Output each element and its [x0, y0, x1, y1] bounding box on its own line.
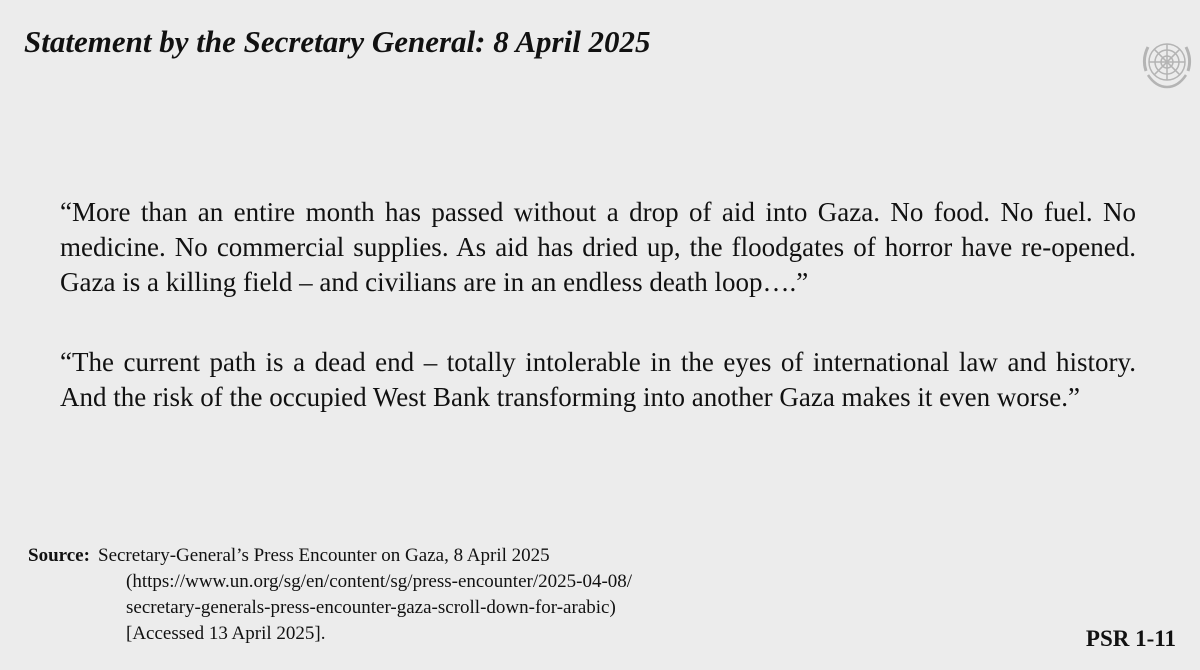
source-line-1: Secretary-General’s Press Encounter on Gaza, 8 April 2025 [98, 545, 550, 566]
source-label: Source: [28, 545, 90, 566]
quote-paragraph-1: “More than an entire month has passed without a drop of aid into Gaza. No food. No fuel. No medicine. No commercial supplies. As aid has dried up, the floodgates of horror have re-opened. Gaza is a killing field – and civilians are in an endless death loop….” [60, 197, 1136, 297]
source-line-4: [Accessed 13 April 2025]. [126, 623, 326, 644]
slide-code: PSR 1-11 [1085, 626, 1176, 651]
source-line-3: secretary-generals-press-encounter-gaza-scroll-down-for-arabic) [126, 597, 616, 618]
source-citation [28, 543, 633, 644]
un-emblem-icon [1136, 33, 1198, 95]
source-line-2: (https://www.un.org/sg/en/content/sg/press-encounter/2025-04-08/ [126, 571, 633, 592]
slide-title: Statement by the Secretary General: 8 April 2025 [24, 24, 651, 59]
quote-paragraph-2: “The current path is a dead end – totally intolerable in the eyes of international law and history. And the risk of the occupied West Bank transforming into another Gaza makes it even worse.” [60, 347, 1136, 412]
source-text [98, 543, 632, 647]
